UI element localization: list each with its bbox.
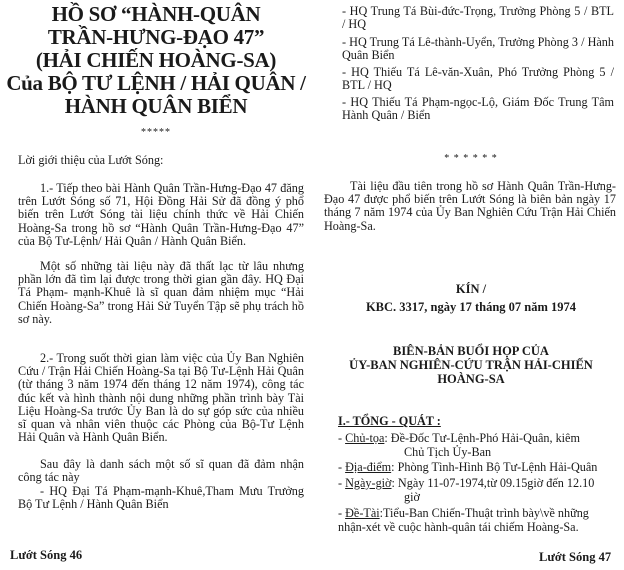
item-de-tai: - Đề-Tài:Tiểu-Ban Chiến-Thuật trình bày\về những [338,506,589,520]
item-label: Ngày-giờ [345,476,392,490]
title-line-4: Của BỘ TƯ LỆNH / HẢI QUÂN / [6,71,306,95]
item-chu-toa-cont: Chủ Tịch Ủy-Ban [404,445,492,459]
item-label: Chủ-tọa [345,431,385,445]
item-text: : Ngày 11-07-1974,từ 09.15giờ đến 12.10 [391,476,595,490]
page-footer: Lướt Sóng 47 [539,550,612,564]
item-text: : Đề-Đốc Tư-Lệnh-Phó Hải-Quân, kiêm [384,431,580,445]
list-item: - HQ Thiếu Tá Phạm-ngọc-Lộ, Giám Đốc Trung Tâm Hành Quân / Biển [342,95,614,123]
item-label: Địa-điểm [345,460,392,474]
title-line-5: HÀNH QUÂN BIỂN [64,94,248,118]
separator: ***** [141,127,171,138]
list-item: - HQ Đại Tá Phạm-mạnh-Khuê,Tham Mưu Trưởng Bộ Tư Lệnh / Hành Quân Biển [18,484,304,512]
item-text: : Phòng Tình-Hình Bộ Tư-Lệnh Hải-Quân [391,460,598,474]
item-text: :Tiểu-Ban Chiến-Thuật trình bày\về những [379,506,589,520]
item-label: Đề-Tài [345,506,380,520]
item-chu-toa: - Chủ-tọa: Đề-Đốc Tư-Lệnh-Phó Hải-Quân, kiêm [338,431,580,445]
paragraph-2: Một số những tài liệu này đã thất lạc từ lâu nhưng phần lớn đã tìm lại được trong thời gian gần đây. HQ Đại Tá Phạm- mạnh-Khuê là sĩ quan đảm nhiệm mục “Hải Chiến Hoàng-Sa” trong Hải Sử Tuyển Tập sẽ phụ trách hồ sơ này. [18,259,304,326]
item-de-tai-cont: nhận-xét về cuộc hành-quân tái chiếm Hoàng-Sa. [338,520,579,534]
paragraph-3: 2.- Trong suốt thời gian làm việc của Ủy Ban Nghiên Cứu / Trận Hải Chiến Hoàng-Sa tại Bộ Tư-Lệnh Hải Quân (từ tháng 3 năm 1974 đến tháng 12 năm 1974), công tác đúc kết và hình thành nội dung những phần trình bày Tài Liệu Hoàng-Sa trước Ủy Ban là do sự góp sức của nhiều sĩ quan và nhân viên thuộc các Phòng của Bộ-Tư Lệnh Hải Quân và Hành Quân Biển. [18,351,304,445]
page-footer: Lướt Sóng 46 [10,548,83,562]
doc-intro: Tài liệu đầu tiên trong hồ sơ Hành Quân Trần-Hưng-Đạo 47 được phổ biến trên Lướt Sóng là biên bản ngày 17 tháng 7 năm 1974 của Ủy Ban Nghiên Cứu Trận Hải Chiến Hoàng-Sa. [324,179,616,233]
list-item: - HQ Trung Tá Lê-thành-Uyển, Trưởng Phòng 3 / Hành Quân Biển [342,35,614,63]
minutes-title-2: ỦY-BAN NGHIÊN-CỨU TRẬN HẢI-CHIẾN [349,358,593,372]
title-line-2: TRẦN-HƯNG-ĐẠO 47” [47,25,265,49]
list-item: - HQ Thiếu Tá Lê-văn-Xuân, Phó Trưởng Phòng 5 / BTL / HQ [342,65,614,93]
list-item: - HQ Trung Tá Bùi-đức-Trọng, Trưởng Phòng 5 / BTL / HQ [342,4,614,32]
title-line-3: (HẢI CHIẾN HOÀNG-SA) [35,48,277,72]
title-line-1: HỒ SƠ “HÀNH-QUÂN [51,2,261,26]
separator: * * * * * * [444,153,498,164]
paragraph-1: 1.- Tiếp theo bài Hành Quân Trần-Hưng-Đạo 47 đăng trên Lướt Sóng số 71, Hội Đồng Hải Sử đã đồng ý phổ biến trên Lướt Sóng tài liệu chính thức về Hải Chiến Hoàng-Sa trong hồ sơ “Hành Quân Trần-Hưng-Đạo 47” của Bộ Tư-Lệnh/ Hải Quân / Hành Quân Biển. [18,181,304,248]
kbc-line: KBC. 3317, ngày 17 tháng 07 năm 1974 [365,300,577,314]
item-ngay-gio-cont: giờ [404,490,420,504]
paragraph-4: Sau đây là danh sách một số sĩ quan đã đảm nhận công tác này [18,457,304,485]
classification: KÍN / [455,282,487,296]
section-heading: I.- TỔNG - QUÁT : [338,414,441,428]
item-dia-diem: - Địa-điểm: Phòng Tình-Hình Bộ Tư-Lệnh Hải-Quân [338,460,598,474]
minutes-title-1: BIÊN-BẢN BUỔI HỌP CỦA [393,344,549,358]
minutes-title-3: HOÀNG-SA [437,372,505,386]
item-ngay-gio: - Ngày-giờ: Ngày 11-07-1974,từ 09.15giờ đến 12.10 [338,476,595,490]
intro-heading: Lời giới thiệu của Lướt Sóng: [18,153,164,167]
